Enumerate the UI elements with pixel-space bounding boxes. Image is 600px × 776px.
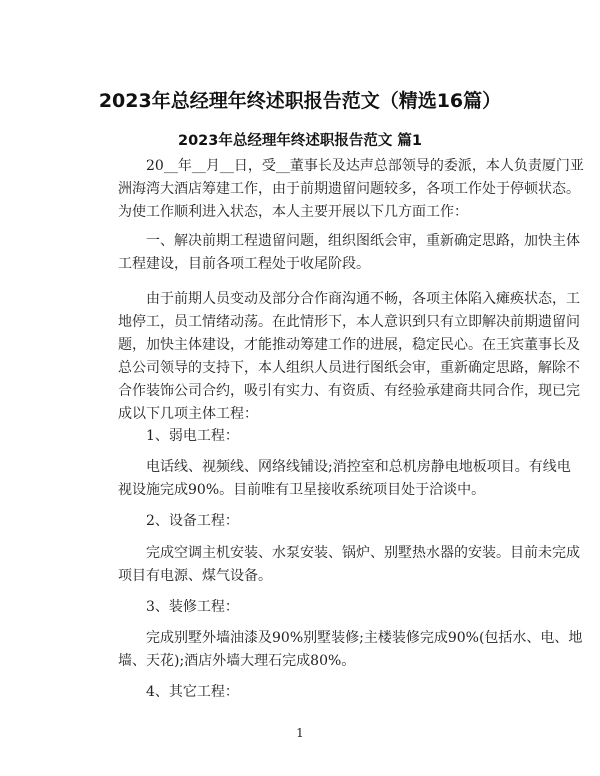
- paragraph-equipment: [118, 542, 580, 588]
- text-line: 成以下几项主体工程：: [118, 406, 258, 422]
- paragraph-background: [118, 288, 580, 426]
- paragraph-decoration: [118, 627, 583, 673]
- text-line: 2、设备工程：: [146, 513, 239, 529]
- text-line: 工程建设，目前各项工程处于收尾阶段。: [118, 256, 370, 272]
- text-line: 为使工作顺利进入状态，本人主要开展以下几方面工作：: [118, 204, 468, 220]
- text-line: 一、解决前期工程遗留问题，组织图纸会审，重新确定思路，加快主体: [146, 233, 580, 249]
- text-line: 合作装饰公司合约，吸引有实力、有资质、有经验承建商共同合作，现已完: [118, 383, 580, 399]
- text-line: 4、其它工程：: [146, 684, 239, 700]
- text-line: 电话线、视频线、网络线铺设;消控室和总机房静电地板项目。有线电: [146, 459, 571, 475]
- text-line: 总公司领导的支持下，本人组织人员进行图纸会审，重新确定思路，解除不: [118, 360, 580, 376]
- paragraph-intro: [118, 155, 584, 224]
- text-line: 地停工，员工情绪动荡。在此情形下，本人意识到只有立即解决前期遗留问: [118, 314, 580, 330]
- text-line: 3、装修工程：: [146, 599, 239, 615]
- text-line: 题，加快主体建设，才能推动筹建工作的进展，稳定民心。在王宾董事长及: [118, 337, 580, 353]
- section-heading: 2023年总经理年终述职报告范文 篇1: [178, 133, 422, 149]
- paragraph-weak-current: [118, 456, 571, 502]
- text-line: 20__年__月__日，受__董事长及达声总部领导的委派，本人负责厦门亚: [146, 158, 584, 174]
- text-line: 由于前期人员变动及部分合作商沟通不畅，各项主体陷入瘫痪状态，工: [146, 291, 580, 307]
- subheading-decoration: [118, 596, 488, 619]
- text-line: 完成别墅外墙油漆及90%别墅装修;主楼装修完成90%(包括水、电、地: [146, 630, 583, 646]
- text-line: 墙、天花);酒店外墙大理石完成80%。: [118, 653, 356, 669]
- subheading-weak-current: [118, 425, 488, 448]
- text-line: 视设施完成90%。目前唯有卫星接收系统项目处于洽谈中。: [118, 482, 486, 498]
- text-line: 项目有电源、煤气设备。: [118, 568, 272, 584]
- text-line: 完成空调主机安装、水泵安装、锅炉、别墅热水器的安装。目前未完成: [146, 545, 580, 561]
- paragraph-item-one: [118, 230, 580, 276]
- text-line: 洲海湾大酒店筹建工作，由于前期遗留问题较多，各项工作处于停顿状态。: [118, 181, 580, 197]
- page-number: 1: [296, 726, 304, 740]
- document-title: 2023年总经理年终述职报告范文（精选16篇）: [98, 90, 502, 112]
- text-line: 1、弱电工程：: [146, 428, 239, 444]
- subheading-equipment: [118, 510, 488, 533]
- subheading-other: [118, 681, 488, 704]
